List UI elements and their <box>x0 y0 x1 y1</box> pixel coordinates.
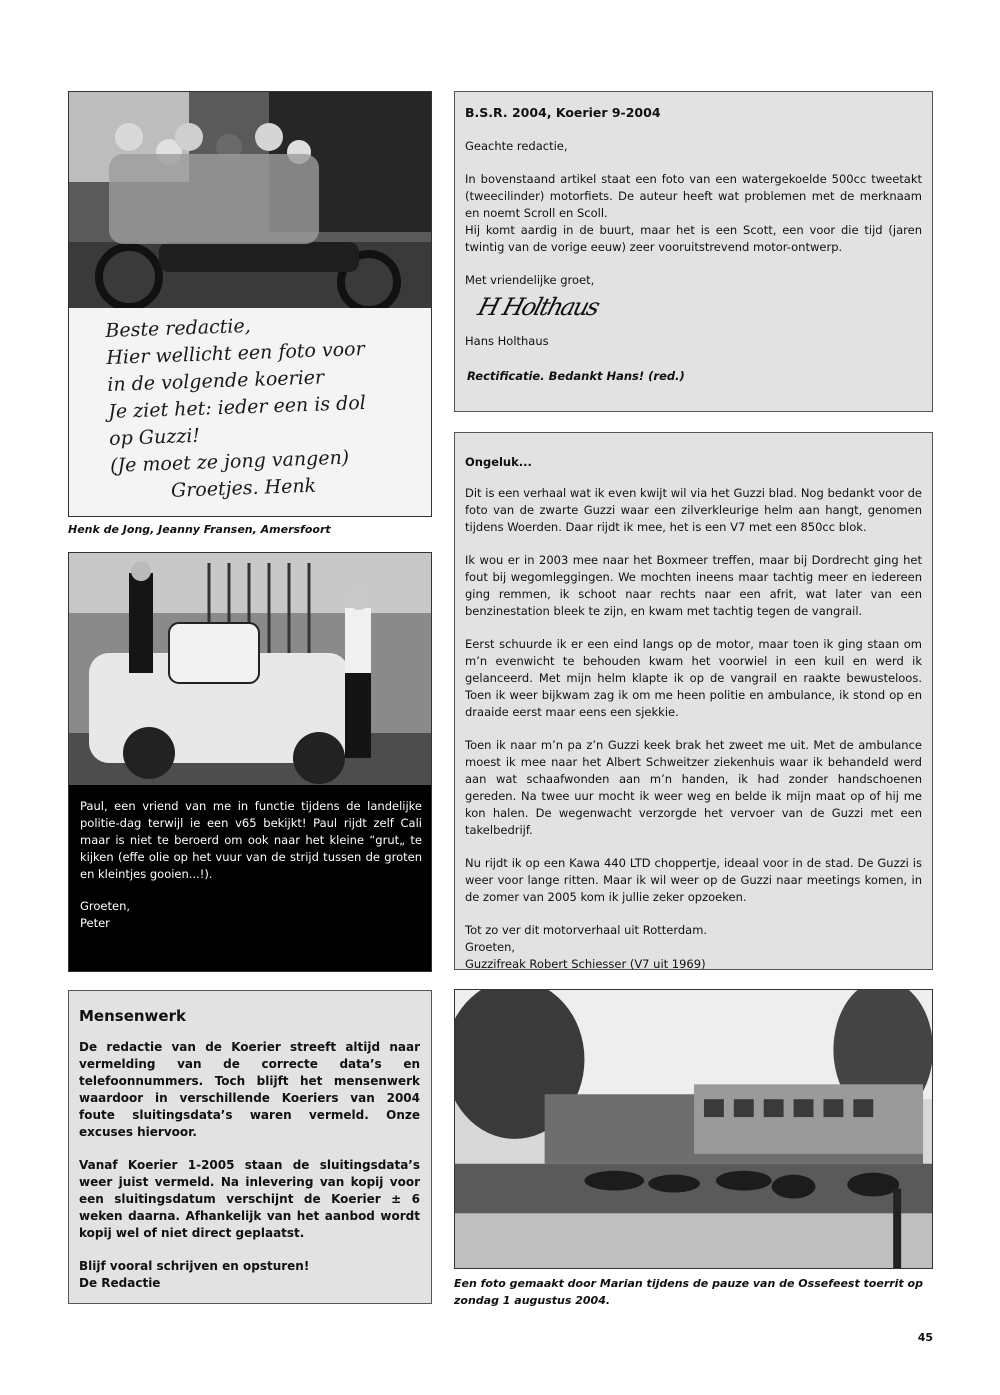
bsr-body: In bovenstaand artikel staat een foto van een watergekoelde 500cc tweetakt (tweecilinder) motorfiets. De auteur heeft wat problemen met de merknaam en noemt Scroll en Scoll. <box>465 172 922 220</box>
mensenwerk-paragraph: Vanaf Koerier 1-2005 staan de sluitingsdata’s weer juist vermeld. Na inlevering van kopij voor een sluitingsdatum verschijnt de Koerier ± 6 weken daarna. Afhankelijk van het aanbod wordt kopij wel of niet direct geplaatst. <box>79 1158 420 1240</box>
ongeluk-paragraph: Nu rijdt ik op een Kawa 440 LTD choppertje, ideaal voor in de stad. De Guzzi is weer voor lange ritten. Maar ik wil weer op de Guzzi naar meetings komen, in de zomer van 2005 kom ik jullie zeker opzoeken. <box>465 856 922 904</box>
photo-police-caption <box>80 798 422 932</box>
note-line: Groetjes. Henk <box>170 474 317 502</box>
bsr-letter-box <box>454 91 933 412</box>
bsr-rectification: Rectificatie. Bedankt Hans! (red.) <box>467 369 685 383</box>
ongeluk-signature: Guzzifreak Robert Schiesser (V7 uit 1969) <box>465 957 706 971</box>
bsr-title: B.S.R. 2004, Koerier 9-2004 <box>465 105 661 120</box>
photo-police-motorcycle <box>69 553 431 785</box>
ongeluk-paragraph: Dit is een verhaal wat ik even kwijt wil via het Guzzi blad. Nog bedankt voor de foto van de zwarte Guzzi waar een zilverkleurige helm aan hangt, genomen tijdens Woerden. Daar rijdt ik mee, het is een V7 met een 850cc blok. <box>465 486 922 534</box>
ongeluk-title: Ongeluk... <box>465 455 532 469</box>
note-line: op Guzzi! <box>108 424 201 450</box>
bsr-name: Hans Holthaus <box>465 334 549 348</box>
ongeluk-box <box>454 432 933 970</box>
photo-ossefeest <box>454 989 933 1269</box>
caption-signature: Peter <box>80 916 110 930</box>
mensenwerk-signature: De Redactie <box>79 1276 161 1290</box>
bsr-body-2: Hij komt aardig in de buurt, maar het is een Scott, een voor die tijd (jaren twintig van de vorige eeuw) zeer vooruitstrevend motor-ontwerp. <box>465 223 922 254</box>
photo-kids-caption: Henk de Jong, Jeanny Fransen, Amersfoort <box>68 523 331 536</box>
note-line: (Je moet ze jong vangen) <box>109 446 350 477</box>
photo-ossefeest-caption: Een foto gemaakt door Marian tijdens de pauze van de Ossefeest toerrit op zondag 1 augustus 2004. <box>454 1277 923 1307</box>
ongeluk-paragraph: Ik wou er in 2003 mee naar het Boxmeer treffen, maar bij Dordrecht ging het fout bij wegomleggingen. We mochten ineens maar tachtig meer en iedereen ging remmen, ik schoot naar rechts naar een afrit, wat later van een benzinestation bleek te zijn, en kwam met tachtig tegen de vangrail. <box>465 553 922 618</box>
photo-kids-on-motorcycle <box>69 92 431 308</box>
caption-greeting: Groeten, <box>80 899 131 913</box>
page-number: 45 <box>917 1331 933 1344</box>
note-line: Beste redactie, <box>105 314 252 342</box>
ongeluk-closing-line: Tot zo ver dit motorverhaal uit Rotterdam. <box>465 923 708 937</box>
bsr-signature: H Holthaus <box>474 293 602 321</box>
mensenwerk-paragraph: De redactie van de Koerier streeft altijd naar vermelding van de correcte data’s en telefoonnummers. Toch blijft het mensenwerk waardoor in verschillende Koeriers van 2004 foute sluitingsdata’s waren vermeld. Onze excuses hiervoor. <box>79 1040 420 1139</box>
ongeluk-closing-line: Groeten, <box>465 940 516 954</box>
bsr-salutation: Geachte redactie, <box>465 139 568 153</box>
photo-kids-frame <box>68 91 432 517</box>
note-line: Je ziet het: ieder een is dol <box>107 391 367 423</box>
caption-paragraph: Paul, een vriend van me in functie tijdens de landelijke politie-dag terwijl ie een v65 bekijkt! Paul rijdt zelf Cali maar is niet te beroerd om ook naar het kleine “grut„ te kijken (effe olie op het vuur van de strijd tussen de groten en kleintjes gooien...!). <box>80 799 422 881</box>
mensenwerk-title: Mensenwerk <box>79 1007 186 1025</box>
bsr-closing: Met vriendelijke groet, <box>465 273 595 287</box>
ongeluk-paragraph: Toen ik naar m’n pa z’n Guzzi keek brak het zweet me uit. Met de ambulance moest ik mee naar het Albert Schweitzer ziekenhuis waar ik behandeld werd aan wat schaafwonden aan m’n handen, ik had zonder handschoenen gereden. Na twee uur mocht ik weer weg en belde ik mijn maat op of hij me kon halen. De wegenwacht verzorgde het vervoer van de Guzzi met een takelbedrijf. <box>465 738 922 837</box>
handwritten-note <box>105 307 431 507</box>
mensenwerk-box <box>68 990 432 1304</box>
mensenwerk-call: Blijf vooral schrijven en opsturen! <box>79 1259 310 1273</box>
note-line: Hier wellicht een foto voor <box>106 337 365 369</box>
ongeluk-paragraph: Eerst schuurde ik er een eind langs op de motor, maar toen ik ging staan om m’n evenwicht te behouden kwam het voorwiel in een kuil en werd ik gelanceerd. Met mijn helm klapte ik op de vangrail en raakte bewusteloos. Toen ik weer bijkwam zag ik om me heen politie en ambulance, ik stond op en draaide eerst maar eens een sjekkie. <box>465 637 922 719</box>
note-line: in de volgende koerier <box>106 366 325 396</box>
photo-police-frame <box>68 552 432 972</box>
